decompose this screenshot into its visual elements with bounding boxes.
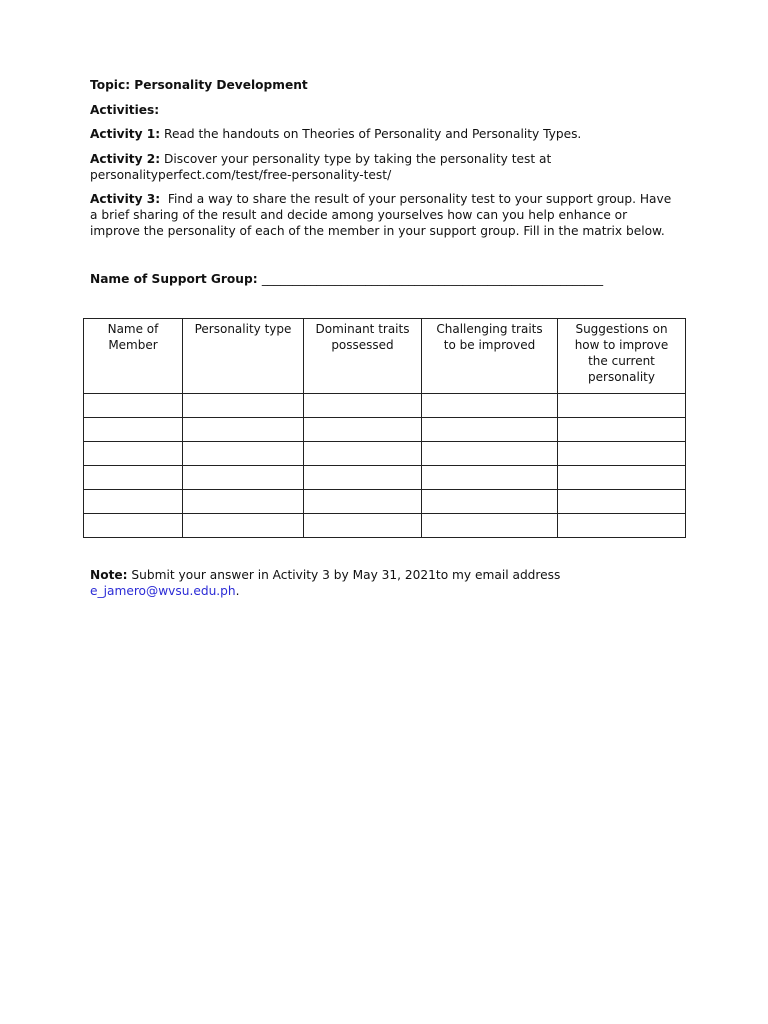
table-cell[interactable] xyxy=(304,394,422,418)
activity-2-line-2: personalityperfect.com/test/free-personality-test/ xyxy=(90,168,392,182)
header-line: Suggestions on xyxy=(575,322,668,336)
table-cell[interactable] xyxy=(183,466,304,490)
table-cell[interactable] xyxy=(84,514,183,538)
table-row xyxy=(84,466,686,490)
matrix-header-row xyxy=(84,319,686,394)
activity-1-text: Read the handouts on Theories of Personality and Personality Types. xyxy=(160,127,582,141)
table-cell[interactable] xyxy=(304,490,422,514)
header-line: how to improve xyxy=(574,338,669,352)
table-row xyxy=(84,418,686,442)
table-cell[interactable] xyxy=(183,490,304,514)
note-line-1 xyxy=(90,567,560,583)
table-cell[interactable] xyxy=(304,442,422,466)
activities-heading: Activities: xyxy=(90,103,160,117)
table-cell[interactable] xyxy=(558,466,686,490)
header-line: Challenging traits xyxy=(436,322,543,336)
header-line: Personality type xyxy=(194,322,292,336)
support-group-label: Name of Support Group: xyxy=(90,272,262,286)
header-name-of-member xyxy=(84,319,183,394)
table-cell[interactable] xyxy=(422,442,558,466)
table-cell[interactable] xyxy=(558,394,686,418)
table-cell[interactable] xyxy=(422,514,558,538)
table-cell[interactable] xyxy=(84,490,183,514)
header-suggestions xyxy=(558,319,686,394)
activity-3-line-3: improve the personality of each of the member in your support group. Fill in the matrix below. xyxy=(90,224,665,238)
table-row xyxy=(84,394,686,418)
table-cell[interactable] xyxy=(558,442,686,466)
table-row xyxy=(84,442,686,466)
table-cell[interactable] xyxy=(84,466,183,490)
header-line: Member xyxy=(108,338,158,352)
table-cell[interactable] xyxy=(304,466,422,490)
table-cell[interactable] xyxy=(84,394,183,418)
table-cell[interactable] xyxy=(558,418,686,442)
table-cell[interactable] xyxy=(304,514,422,538)
header-line: Dominant traits xyxy=(315,322,410,336)
activity-3-label: Activity 3: xyxy=(90,192,161,206)
header-personality-type xyxy=(183,319,304,394)
header-line: the current xyxy=(588,354,655,368)
header-line: personality xyxy=(588,370,655,384)
table-cell[interactable] xyxy=(84,442,183,466)
activity-3-text: Find a way to share the result of your personality test to your support group. Have xyxy=(160,192,672,206)
table-cell[interactable] xyxy=(84,418,183,442)
activity-1-line xyxy=(90,126,690,142)
header-challenging-traits xyxy=(422,319,558,394)
topic-heading: Topic: Personality Development xyxy=(90,78,308,92)
activity-1 xyxy=(90,126,690,142)
table-cell[interactable] xyxy=(183,394,304,418)
activity-3-line-2: a brief sharing of the result and decide among yourselves how can you help enhance or xyxy=(90,208,628,222)
note-label: Note: xyxy=(90,568,128,582)
activity-1-label: Activity 1: xyxy=(90,127,161,141)
table-row xyxy=(84,514,686,538)
activity-2-line-1 xyxy=(90,151,690,167)
activity-3 xyxy=(90,191,690,239)
activity-3-line-1 xyxy=(90,191,690,207)
activity-2-label: Activity 2: xyxy=(90,152,161,166)
header-line: Name of xyxy=(107,322,159,336)
support-group-line xyxy=(90,271,603,287)
support-group-matrix xyxy=(83,318,686,538)
header-line: possessed xyxy=(331,338,394,352)
note-text: Submit your answer in Activity 3 by May 31, 2021to my email address xyxy=(127,568,561,582)
support-group-blank[interactable]: ________________________________________________________ xyxy=(261,272,604,286)
activity-2 xyxy=(90,151,690,183)
note-line-2 xyxy=(90,583,560,599)
note-end: . xyxy=(235,584,240,598)
email-link[interactable]: e_jamero@wvsu.edu.ph xyxy=(90,584,236,598)
table-cell[interactable] xyxy=(183,514,304,538)
note-block xyxy=(90,567,560,599)
table-cell[interactable] xyxy=(422,394,558,418)
table-cell[interactable] xyxy=(304,418,422,442)
table-cell[interactable] xyxy=(183,442,304,466)
activity-2-text: Discover your personality type by taking the personality test at xyxy=(160,152,552,166)
table-cell[interactable] xyxy=(183,418,304,442)
table-cell[interactable] xyxy=(422,418,558,442)
table-cell[interactable] xyxy=(422,490,558,514)
header-line: to be improved xyxy=(443,338,536,352)
table-row xyxy=(84,490,686,514)
table-cell[interactable] xyxy=(558,490,686,514)
table-cell[interactable] xyxy=(422,466,558,490)
header-dominant-traits xyxy=(304,319,422,394)
table-cell[interactable] xyxy=(558,514,686,538)
